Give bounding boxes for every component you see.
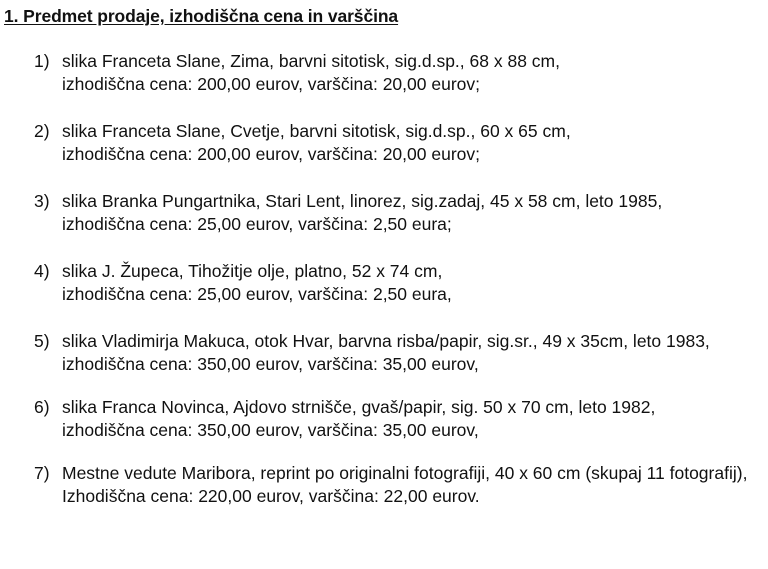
item-number: 3) (34, 191, 50, 211)
item-price: izhodiščna cena: 200,00 eurov, varščina: 20,00 eurov; (62, 74, 480, 94)
item-description: slika Franceta Slane, Cvetje, barvni sitotisk, sig.d.sp., 60 x 65 cm, (62, 121, 571, 141)
item-price: izhodiščna cena: 200,00 eurov, varščina: 20,00 eurov; (62, 144, 480, 164)
item-body (62, 396, 766, 442)
item-number: 5) (34, 331, 50, 351)
item-number: 2) (34, 121, 50, 141)
item-description: slika Franca Novinca, Ajdovo strnišče, gvaš/papir, sig. 50 x 70 cm, leto 1982, (62, 397, 656, 417)
sale-item (34, 190, 766, 236)
item-body (62, 260, 766, 306)
section-heading: 1. Predmet prodaje, izhodiščna cena in varščina (4, 6, 399, 26)
item-body (62, 50, 766, 96)
item-number: 1) (34, 51, 50, 71)
item-number: 4) (34, 261, 50, 281)
item-body (62, 330, 766, 376)
item-body (62, 190, 766, 236)
item-price: izhodiščna cena: 350,00 eurov, varščina: 35,00 eurov, (62, 420, 479, 440)
sale-item (34, 120, 766, 166)
sale-items-list (34, 50, 766, 532)
item-price: Izhodiščna cena: 220,00 eurov, varščina: 22,00 eurov. (62, 486, 480, 506)
item-description: Mestne vedute Maribora, reprint po originalni fotografiji, 40 x 60 cm (skupaj 11 fotografij), (62, 463, 748, 483)
item-description: slika Branka Pungartnika, Stari Lent, linorez, sig.zadaj, 45 x 58 cm, leto 1985, (62, 191, 663, 211)
item-body (62, 462, 766, 508)
item-price: izhodiščna cena: 25,00 eurov, varščina: 2,50 eura; (62, 214, 452, 234)
sale-item (34, 462, 766, 508)
item-description: slika J. Župeca, Tihožitje olje, platno, 52 x 74 cm, (62, 261, 443, 281)
sale-item (34, 50, 766, 96)
item-price: izhodiščna cena: 25,00 eurov, varščina: 2,50 eura, (62, 284, 452, 304)
sale-item (34, 396, 766, 442)
item-body (62, 120, 766, 166)
item-description: slika Franceta Slane, Zima, barvni sitotisk, sig.d.sp., 68 x 88 cm, (62, 51, 560, 71)
sale-item (34, 260, 766, 306)
item-description: slika Vladimirja Makuca, otok Hvar, barvna risba/papir, sig.sr., 49 x 35cm, leto 1983, (62, 331, 710, 351)
sale-item (34, 330, 766, 376)
item-price: izhodiščna cena: 350,00 eurov, varščina: 35,00 eurov, (62, 354, 479, 374)
item-number: 7) (34, 463, 50, 483)
item-number: 6) (34, 397, 50, 417)
